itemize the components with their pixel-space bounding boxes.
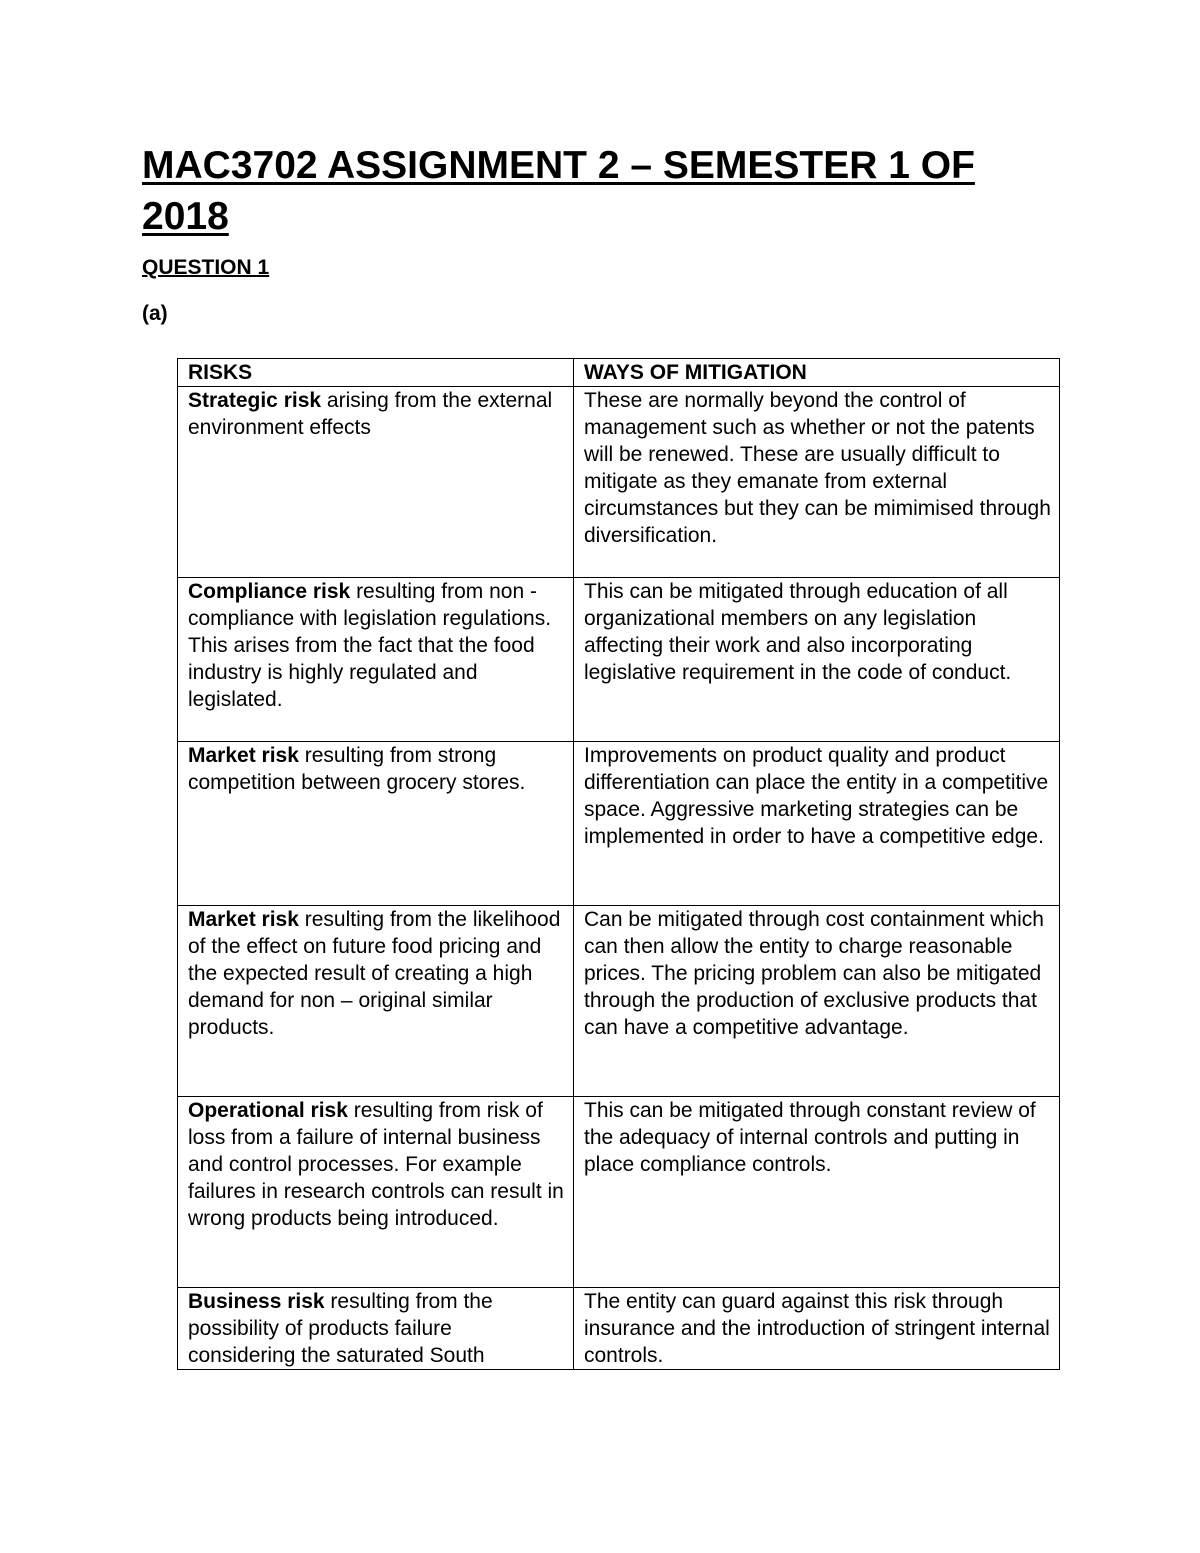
risk-detail: resulting from the possibility of products failure considering the saturated South — [188, 1290, 493, 1367]
risk-cell — [178, 1288, 574, 1370]
table-row — [178, 1288, 1060, 1370]
risk-cell — [178, 387, 574, 578]
table-row — [178, 578, 1060, 742]
risk-type: Market risk — [188, 908, 299, 931]
table-row — [178, 1097, 1060, 1288]
mitigation-cell: The entity can guard against this risk through insurance and the introduction of stringent internal controls. — [574, 1288, 1060, 1370]
risk-mitigation-table — [177, 358, 1060, 1370]
table-row — [178, 742, 1060, 906]
risk-cell — [178, 578, 574, 742]
risk-type: Compliance risk — [188, 580, 351, 603]
part-label: (a) — [142, 302, 168, 325]
mitigation-cell: This can be mitigated through education of all organizational members on any legislation affecting their work and also incorporating legislative requirement in the code of conduct. — [574, 578, 1060, 742]
mitigation-cell: These are normally beyond the control of management such as whether or not the patents will be renewed. These are usually difficult to mitigate as they emanate from external circumstances but they can be mimimised through diversification. — [574, 387, 1060, 578]
risk-type: Market risk — [188, 744, 299, 767]
risk-type: Business risk — [188, 1290, 325, 1313]
mitigation-cell: Can be mitigated through cost containment which can then allow the entity to charge reasonable prices. The pricing problem can also be mitigated through the production of exclusive products that can have a competitive advantage. — [574, 906, 1060, 1097]
header-ways-of-mitigation: WAYS OF MITIGATION — [574, 359, 1060, 387]
risk-detail: arising from the external environment effects — [188, 389, 553, 439]
risk-type: Operational risk — [188, 1099, 348, 1122]
question-heading: QUESTION 1 — [142, 256, 270, 279]
header-risks: RISKS — [178, 359, 574, 387]
risk-detail: resulting from the likelihood of the effect on future food pricing and the expected result of creating a high demand for non – original similar products. — [188, 908, 561, 1039]
risk-cell — [178, 1097, 574, 1288]
mitigation-cell: Improvements on product quality and product differentiation can place the entity in a competitive space. Aggressive marketing strategies can be implemented in order to have a competitive edge. — [574, 742, 1060, 906]
table-header-row — [178, 359, 1060, 387]
risk-detail: resulting from non - compliance with legislation regulations. This arises from the fact that the food industry is highly regulated and legislated. — [188, 580, 552, 711]
document-title: MAC3702 ASSIGNMENT 2 – SEMESTER 1 OF 2018 — [142, 144, 975, 238]
mitigation-cell: This can be mitigated through constant review of the adequacy of internal controls and putting in place compliance controls. — [574, 1097, 1060, 1288]
risk-cell — [178, 742, 574, 906]
risk-detail: resulting from strong competition between grocery stores. — [188, 744, 526, 794]
table-row — [178, 906, 1060, 1097]
risk-cell — [178, 906, 574, 1097]
risk-type: Strategic risk — [188, 389, 322, 412]
table-row — [178, 387, 1060, 578]
risk-detail: resulting from risk of loss from a failure of internal business and control processes. For example failures in research controls can result in wrong products being introduced. — [188, 1099, 564, 1230]
